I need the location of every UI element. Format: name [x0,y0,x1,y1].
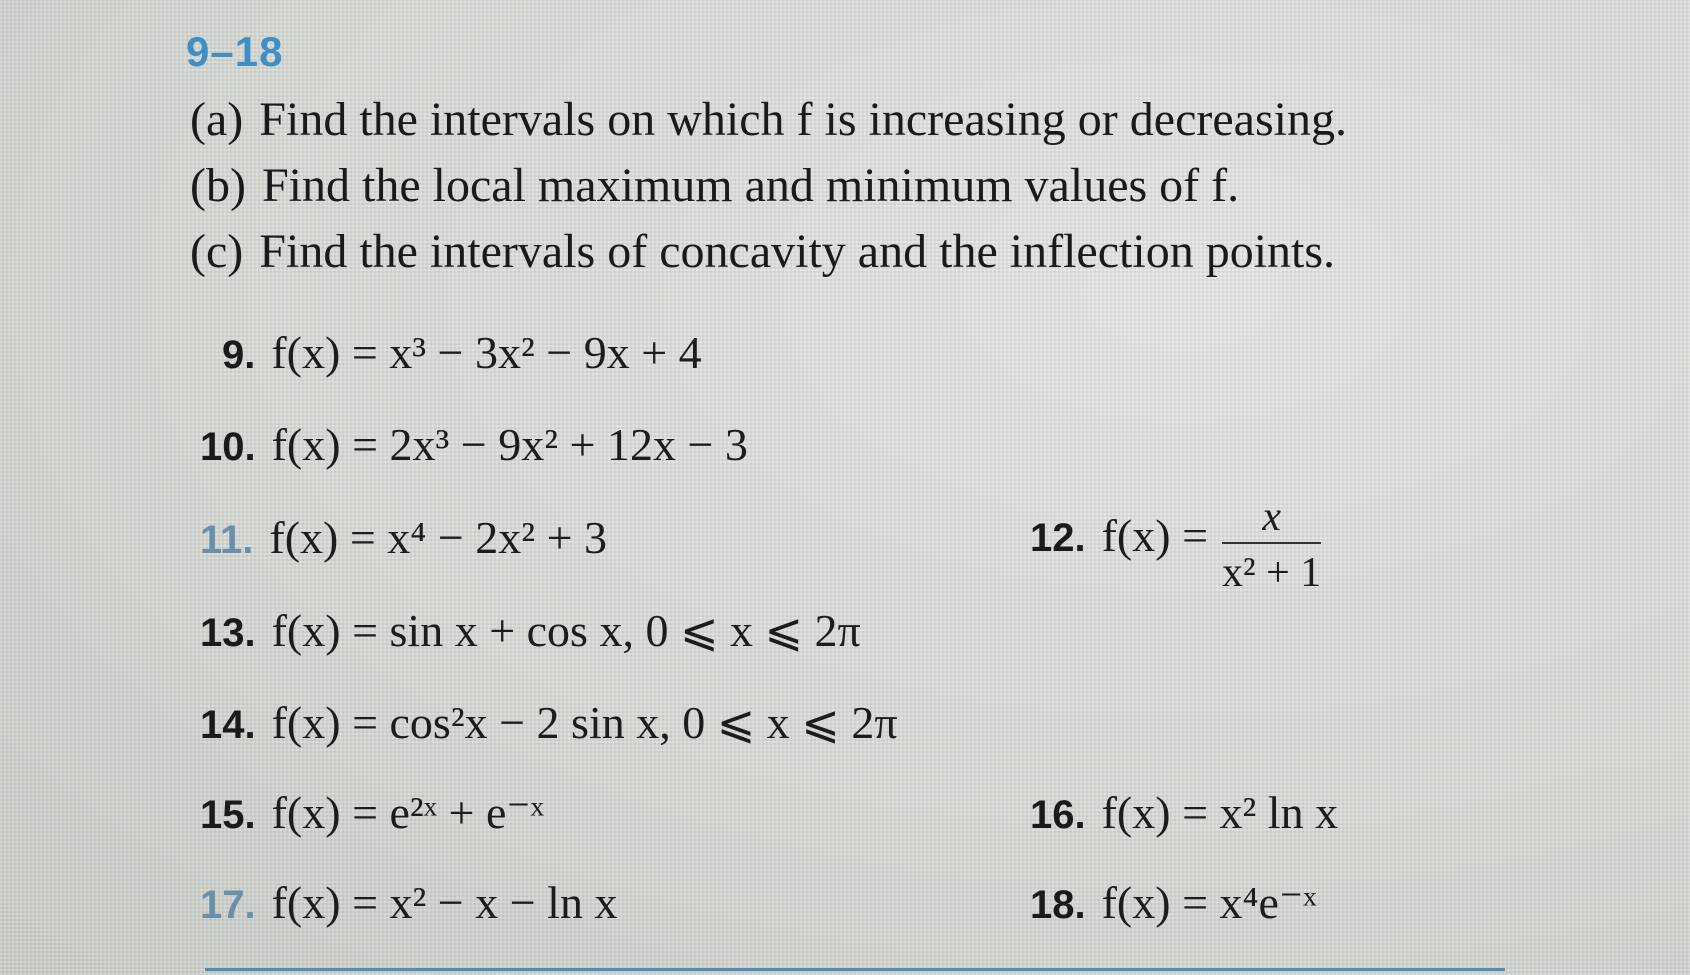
fraction-numerator: x [1222,494,1321,544]
problem-number: 15. [200,793,256,837]
problem-number: 17. [200,883,256,927]
problem-10 [200,419,748,470]
problem-expression: f(x) = x³ − 3x² − 9x + 4 [271,327,702,378]
problem-15 [200,787,544,838]
problem-expression-lhs: f(x) = [1101,509,1209,561]
problem-9 [222,327,702,378]
problem-expression: f(x) = x² ln x [1101,787,1339,838]
instruction-text: Find the intervals on which f is increasing or decreasing. [259,93,1347,146]
problem-number: 13. [200,611,256,655]
problem-expression: f(x) = sin x + cos x, 0 ⩽ x ⩽ 2π [271,605,861,656]
problem-expression: f(x) = x² − x − ln x [271,877,618,928]
problem-expression: f(x) = e²ˣ + e⁻ˣ [271,787,544,838]
instruction-b [190,158,1239,213]
problem-number: 10. [200,425,256,469]
instruction-label: (c) [190,225,244,278]
problem-number: 9. [222,333,256,377]
instruction-text: Find the local maximum and minimum values of f. [261,159,1240,212]
problem-16 [1030,787,1339,838]
problem-14 [200,697,898,748]
problem-13 [200,605,861,656]
problem-17 [200,877,618,928]
problem-expression: f(x) = 2x³ − 9x² + 12x − 3 [271,419,748,470]
fraction-denominator: x² + 1 [1222,550,1322,597]
problem-18 [1030,877,1317,928]
problem-number: 14. [200,703,256,747]
instruction-label: (a) [190,93,244,146]
problem-number: 11. [200,518,254,562]
fraction [1222,494,1321,599]
instruction-a [190,92,1347,147]
instruction-text: Find the intervals of concavity and the inflection points. [259,225,1336,278]
problem-number: 16. [1030,793,1086,837]
exercise-range-heading: 9–18 [186,28,284,75]
problem-number: 12. [1030,515,1086,560]
instruction-label: (b) [190,159,246,212]
instruction-c [190,224,1335,279]
problem-expression: f(x) = cos²x − 2 sin x, 0 ⩽ x ⩽ 2π [271,697,898,748]
bottom-divider [205,968,1505,971]
problem-12 [1030,488,1322,597]
problem-expression: f(x) = x⁴e⁻ˣ [1101,877,1317,928]
problem-11 [200,512,608,563]
problem-expression: f(x) = x⁴ − 2x² + 3 [269,512,608,563]
problem-number: 18. [1030,883,1086,927]
